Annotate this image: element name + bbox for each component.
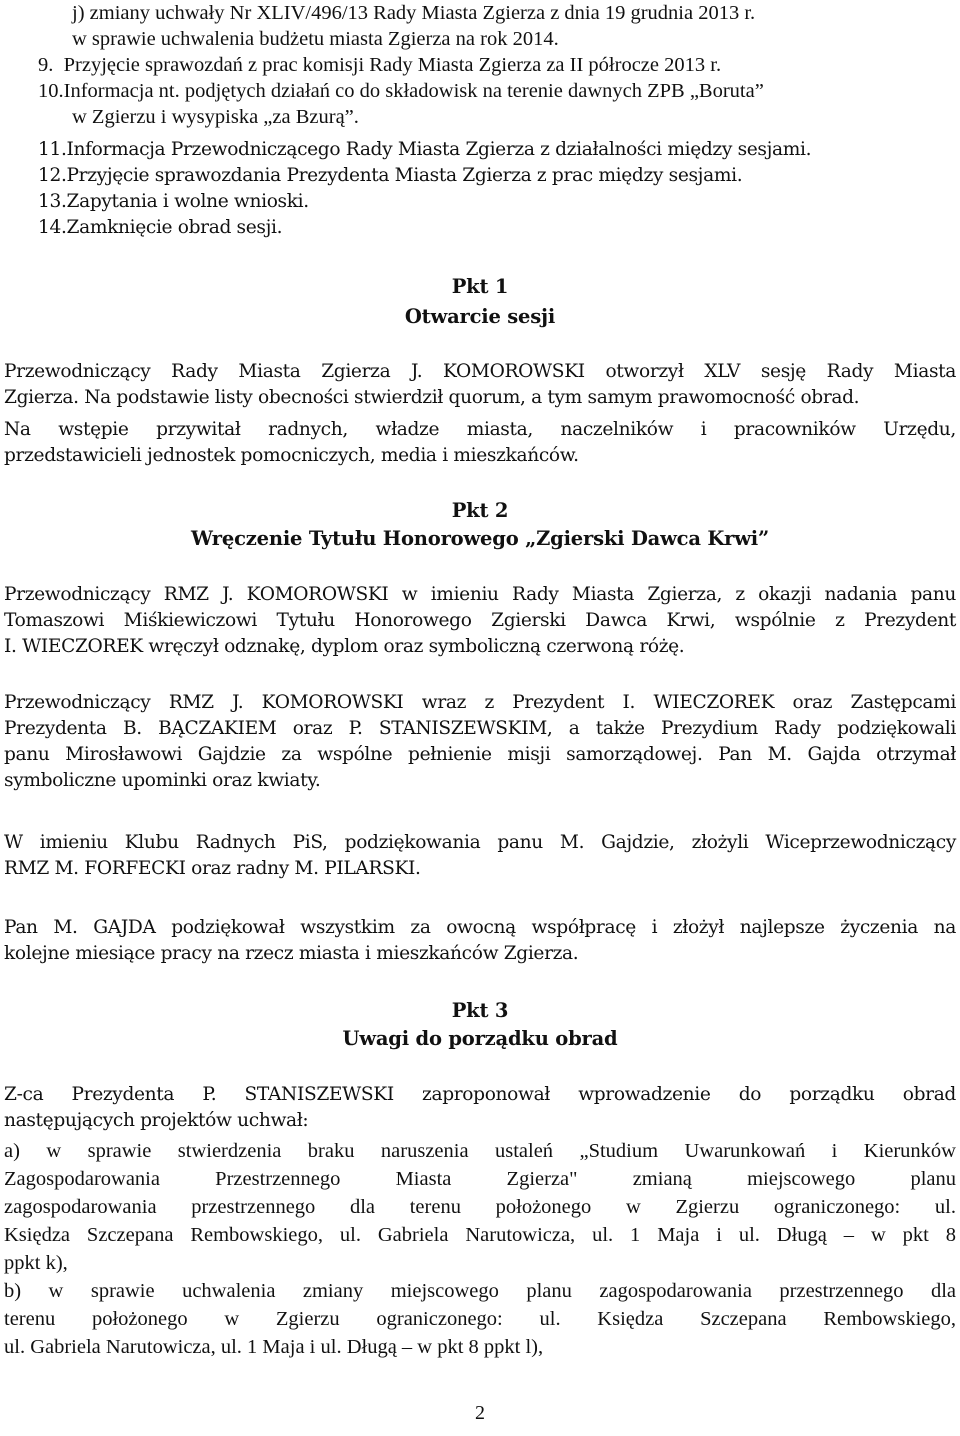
pkt3-item-a-line-3: zagospodarowania przestrzennego dla terenu położonego w Zgierzu ograniczonego: ul. xyxy=(4,1196,956,1218)
agenda-item-j-line1: j) zmiany uchwały Nr XLIV/496/13 Rady Miasta Zgierza z dnia 19 grudnia 2013 r. xyxy=(72,2,756,24)
pkt2-para2-line-1: Przewodniczący RMZ J. KOMOROWSKI wraz z Prezydent I. WIECZOREK oraz Zastępcami xyxy=(4,692,956,713)
pkt1-number: Pkt 1 xyxy=(451,275,509,298)
pkt2-para1-line-2: Tomaszowi Miśkiewiczowi Tytułu Honorowego Zgierski Dawca Krwi, wspólnie z Prezydent xyxy=(4,610,956,631)
pkt2-para1-line-1: Przewodniczący RMZ J. KOMOROWSKI w imieniu Rady Miasta Zgierza, z okazji nadania panu xyxy=(4,584,956,605)
pkt2-para2-line-4: symboliczne upominki oraz kwiaty. xyxy=(4,770,321,791)
agenda-item-10-line2: w Zgierzu i wysypiska „za Bzurą”. xyxy=(72,106,359,128)
agenda-item-12: 12.Przyjęcie sprawozdania Prezydenta Miasta Zgierza z prac między sesjami. xyxy=(38,165,743,186)
pkt2-number: Pkt 2 xyxy=(451,499,509,522)
pkt3-item-b-line-2: terenu położonego w Zgierzu ograniczonego: ul. Księdza Szczepana Rembowskiego, xyxy=(4,1308,956,1330)
pkt1-line-4: przedstawicieli jednostek pomocniczych, media i mieszkańców. xyxy=(4,445,579,466)
pkt1-title: Otwarcie sesji xyxy=(404,305,556,328)
pkt3-intro-line-2: następujących projektów uchwał: xyxy=(4,1110,309,1131)
pkt2-para4-line-2: kolejne miesiące pracy na rzecz miasta i mieszkańców Zgierza. xyxy=(4,943,579,964)
agenda-item-10-line1: 10.Informacja nt. podjętych działań co do składowisk na terenie dawnych ZPB „Boruta” xyxy=(38,80,764,102)
pkt3-item-a-line-1: a) w sprawie stwierdzenia braku naruszenia ustaleń „Studium Uwarunkowań i Kierunków xyxy=(4,1140,956,1162)
pkt1-line-2: Zgierza. Na podstawie listy obecności stwierdził quorum, a tym samym prawomocność obrad. xyxy=(4,387,860,408)
agenda-item-13: 13.Zapytania i wolne wnioski. xyxy=(38,191,309,212)
pkt2-para4-line-1: Pan M. GAJDA podziękował wszystkim za owocną współpracę i złożył najlepsze życzenia na xyxy=(4,917,956,938)
agenda-item-j-line2: w sprawie uchwalenia budżetu miasta Zgierza na rok 2014. xyxy=(72,28,559,50)
pkt2-title: Wręczenie Tytułu Honorowego „Zgierski Dawca Krwi” xyxy=(190,527,770,550)
pkt2-para2-line-3: panu Mirosławowi Gajdzie za wspólne pełnienie misji samorządowej. Pan M. Gajda otrzymał xyxy=(4,744,956,765)
pkt3-intro-line-1: Z-ca Prezydenta P. STANISZEWSKI zaproponował wprowadzenie do porządku obrad xyxy=(4,1084,956,1105)
pkt3-number: Pkt 3 xyxy=(451,999,509,1022)
pkt3-title: Uwagi do porządku obrad xyxy=(342,1027,618,1050)
pkt2-para3-line-1: W imieniu Klubu Radnych PiS, podziękowania panu M. Gajdzie, złożyli Wiceprzewodniczący xyxy=(4,832,956,853)
pkt3-item-a-line-5: ppkt k), xyxy=(4,1252,68,1274)
pkt2-para3-line-2: RMZ M. FORFECKI oraz radny M. PILARSKI. xyxy=(4,858,421,879)
agenda-item-11: 11.Informacja Przewodniczącego Rady Miasta Zgierza z działalności między sesjami. xyxy=(38,139,812,160)
pkt3-item-a-line-2: Zagospodarowania Przestrzennego Miasta Zgierza" zmianą miejscowego planu xyxy=(4,1168,956,1190)
pkt2-para1-line-3: I. WIECZOREK wręczył odznakę, dyplom oraz symboliczną czerwoną różę. xyxy=(4,636,685,657)
agenda-item-9: 9. Przyjęcie sprawozdań z prac komisji Rady Miasta Zgierza za II półrocze 2013 r. xyxy=(38,54,722,76)
pkt3-item-b-line-1: b) w sprawie uchwalenia zmiany miejscowego planu zagospodarowania przestrzennego dla xyxy=(4,1280,956,1302)
agenda-item-14: 14.Zamknięcie obrad sesji. xyxy=(38,217,283,238)
pkt3-item-a-line-4: Księdza Szczepana Rembowskiego, ul. Gabriela Narutowicza, ul. 1 Maja i ul. Długą – w pkt 8 xyxy=(4,1224,956,1246)
pkt3-item-b-line-3: ul. Gabriela Narutowicza, ul. 1 Maja i ul. Długą – w pkt 8 ppkt l), xyxy=(4,1336,544,1358)
pkt1-line-3: Na wstępie przywitał radnych, władze miasta, naczelników i pracowników Urzędu, xyxy=(4,419,956,440)
pkt1-line-1: Przewodniczący Rady Miasta Zgierza J. KOMOROWSKI otworzył XLV sesję Rady Miasta xyxy=(4,361,956,382)
pkt2-para2-line-2: Prezydenta B. BĄCZAKIEM oraz P. STANISZEWSKIM, a także Prezydium Rady podziękowali xyxy=(4,718,956,739)
page-number: 2 xyxy=(475,1402,485,1424)
